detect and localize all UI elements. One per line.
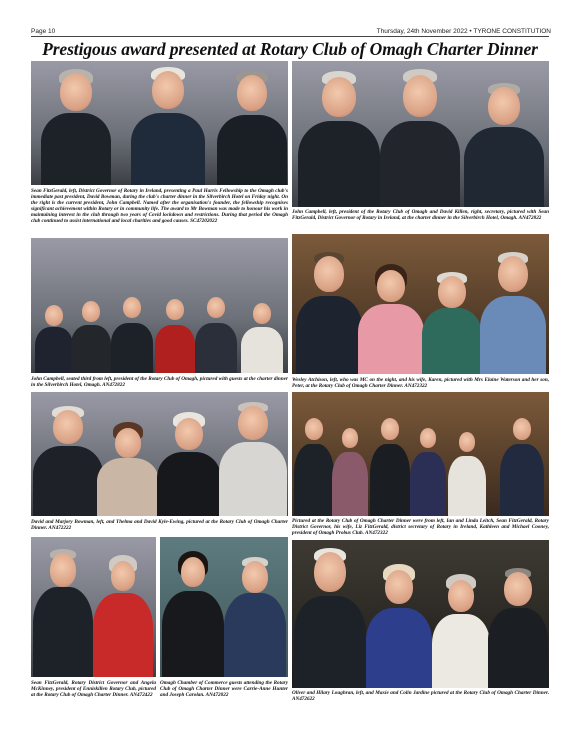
caption-district-governor-guests: Pictured at the Rotary Club of Omagh Charter Dinner were from left, Ian and Linda Leitch, Sean FitzGerald, Rotary District Governor, his wife, Liz FitzGerald, district secretary of Rotary in Ireland, Kathleen and Michael Cooney, president of Omagh Probus Club. AN472322 <box>292 518 549 537</box>
person <box>488 564 548 688</box>
person <box>71 297 111 373</box>
person <box>195 293 237 373</box>
caption-chamber-commerce: Omagh Chamber of Commerce guests attending the Rotary Club of Omagh Charter Dinner were Carrie-Anne Hunter and Joseph Carolan. AN472022 <box>160 680 288 699</box>
caption-loughran-jardine: Oliver and Hilary Loughran, left, and Maxie and Colin Jardine pictured at the Rotary Club of Omagh Charter Dinner. AN472622 <box>292 690 549 703</box>
person <box>422 270 482 374</box>
issue-info: Thursday, 24th November 2022 • TYRONE CONSTITUTION <box>376 28 551 35</box>
person <box>41 67 111 185</box>
person <box>155 295 195 373</box>
person <box>93 551 153 677</box>
person <box>480 250 546 374</box>
photo-district-governor-guests <box>292 392 549 516</box>
person <box>366 562 432 688</box>
person <box>298 69 380 207</box>
person <box>33 404 103 516</box>
person <box>358 262 424 374</box>
photo-bowman-kyle-ewing <box>31 392 288 516</box>
person <box>219 400 287 516</box>
person <box>380 67 460 207</box>
headline: Prestigous award presented at Rotary Club of Omagh Charter Dinner <box>42 39 538 59</box>
person <box>332 422 368 516</box>
person <box>296 250 362 374</box>
person <box>111 293 153 373</box>
person <box>162 549 224 677</box>
page-number: Page 10 <box>31 28 56 35</box>
person <box>97 420 159 516</box>
person <box>464 79 544 207</box>
caption-group-guests: John Campbell, seated third from left, president of the Rotary Club of Omagh, pictured with guests at the charter dinner in the Silverbirch Hotel, Omagh. AN472822 <box>31 376 288 389</box>
person <box>500 412 544 516</box>
photo-governor-enniskillen <box>31 537 156 677</box>
person <box>294 544 366 688</box>
person <box>131 65 205 185</box>
person <box>448 426 486 516</box>
person <box>432 572 490 688</box>
caption-club-officers: John Campbell, left, president of the Rotary Club of Omagh and David Killen, right, secretary, pictured with Sean FitzGerald, District Governor of Rotary in Ireland, at the charter dinner in the Silverbirch Hotel, Omagh. AN472822 <box>292 209 549 222</box>
person <box>157 410 221 516</box>
photo-mc-and-guests <box>292 234 549 374</box>
person <box>241 299 283 373</box>
person <box>224 553 286 677</box>
caption-bowman-kyle-ewing: David and Marjory Bowman, left, and Thelma and David Kyle-Ewing, pictured at the Rotary Club of Omagh Charter Dinner. AN472222 <box>31 519 288 532</box>
person <box>294 412 334 516</box>
photo-loughran-jardine <box>292 540 549 688</box>
person <box>370 412 410 516</box>
photo-chamber-commerce <box>160 537 288 677</box>
photo-club-officers <box>292 61 549 207</box>
person <box>33 545 93 677</box>
caption-governor-enniskillen: Sean FitzGerald, Rotary District Governor and Angela McKinney, president of Enniskillen Rotary Club, pictured at the Rotary Club of Omagh Charter Dinner. AN472422 <box>31 680 156 699</box>
photo-award-presentation <box>31 61 288 185</box>
masthead-rule <box>31 36 549 37</box>
person <box>217 67 287 185</box>
caption-mc-and-guests: Wesley Atchison, left, who was MC on the night, and his wife, Karen, pictured with Mrs Elaine Waterson and her son, Peter, at the Rotary Club of Omagh Charter Dinner. AN472322 <box>292 377 549 390</box>
person <box>35 301 73 373</box>
photo-group-guests <box>31 238 288 373</box>
caption-award-presentation: Sean FitzGerald, left, District Governor of Rotary in Ireland, presenting a Paul Harris Fellowship to the Omagh club's immediate past president, David Bowman, during the club's charter dinner in the Silverbirch Hotel on Friday night. On the right is the current president, John Campbell. Named after the organisation's founder, the fellowship recognises significant achievement within Rotary or in community life. The award to Mr Bowman was made to honour his work in maintaining interest in the club through two years of Covid lockdown and restrictions. During that period the Omagh club continued to assist international and local charities and good causes. SC47202022 <box>31 188 288 225</box>
person <box>410 422 446 516</box>
